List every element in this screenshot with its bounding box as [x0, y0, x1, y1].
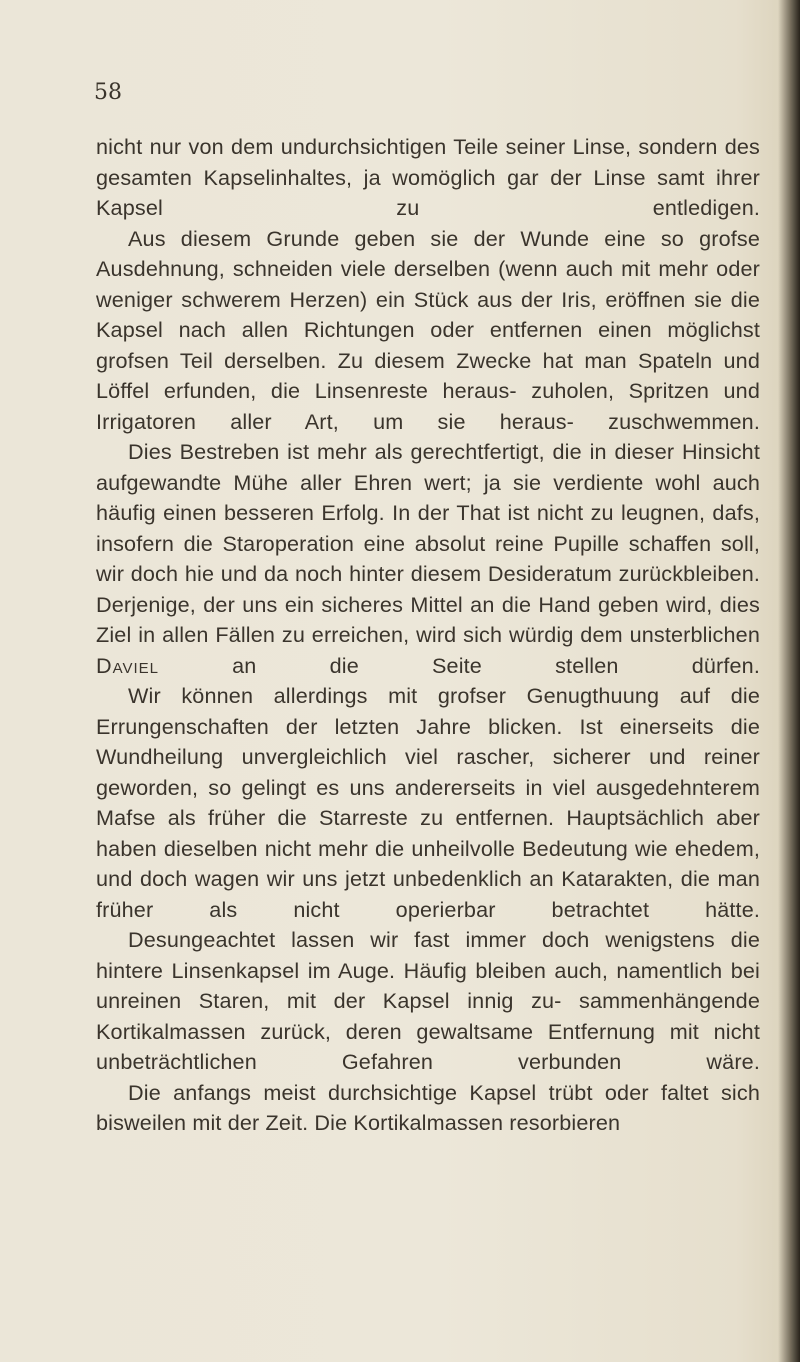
paragraph-4: Wir können allerdings mit grofser Genugthuung auf die Errungenschaften der letzten Jahre blicken. Ist einerseits die Wundheilung unvergleichlich viel rascher, sicherer und reiner geworden, so gelingt es uns andererseits in viel ausgedehnterem Mafse als früher die Starreste zu entfernen. Hauptsächlich aber haben dieselben nicht mehr die unheilvolle Bedeutung wie ehedem, und doch wagen wir uns jetzt unbedenklich an Katarakten, die man früher als nicht operierbar betrachtet hätte.	[96, 683, 760, 922]
paragraph-1: nicht nur von dem undurchsichtigen Teile seiner Linse, sondern des gesamten Kapselinhaltes, ja womöglich gar der Linse samt ihrer Kapsel zu entledigen.	[96, 134, 760, 220]
paragraph-3-text-after: an die Seite stellen dürfen.	[159, 652, 760, 678]
page-number: 58	[94, 80, 122, 105]
paragraph-3	[96, 437, 760, 681]
person-name-daviel: Daviel	[96, 652, 160, 678]
paragraph-2: Aus diesem Grunde geben sie der Wunde eine so grofse Ausdehnung, schneiden viele derselben (wenn auch mit mehr oder weniger schwerem Herzen) ein Stück aus der Iris, eröffnen sie die Kapsel nach allen Richtungen oder entfernen einen möglichst grofsen Teil derselben. Zu diesem Zwecke hat man Spateln und Löffel erfunden, die Linsenreste heraus- zuholen, Spritzen und Irrigatoren aller Art, um sie heraus- zuschwemmen.	[96, 225, 760, 434]
paragraph-3-text-before: Dies Bestreben ist mehr als gerechtfertigt, die in dieser Hinsicht aufgewandte Mühe aller Ehren wert; ja sie verdiente wohl auch häufig einen besseren Erfolg. In der That ist nicht zu leugnen, dafs, insofern die Staroperation eine absolut reine Pupille schaffen soll, wir doch hie und da noch hinter diesem Desideratum zurückbleiben. Derjenige, der uns ein sicheres Mittel an die Hand geben wird, dies Ziel in allen Fällen zu erreichen, wird sich würdig dem unsterblichen	[96, 439, 760, 647]
paragraph-6: Die anfangs meist durchsichtige Kapsel trübt oder faltet sich bisweilen mit der Zeit. Die Kortikalmassen resorbieren	[96, 1079, 760, 1135]
body-text	[96, 132, 760, 1139]
page-edge-shadow	[778, 0, 800, 1362]
paragraph-5: Desungeachtet lassen wir fast immer doch wenigstens die hintere Linsenkapsel im Auge. Häufig bleiben auch, namentlich bei unreinen Staren, mit der Kapsel innig zu- sammenhängende Kortikalmassen zurück, deren gewaltsame Entfernung mit nicht unbeträchtlichen Gefahren verbunden wäre.	[96, 927, 760, 1074]
